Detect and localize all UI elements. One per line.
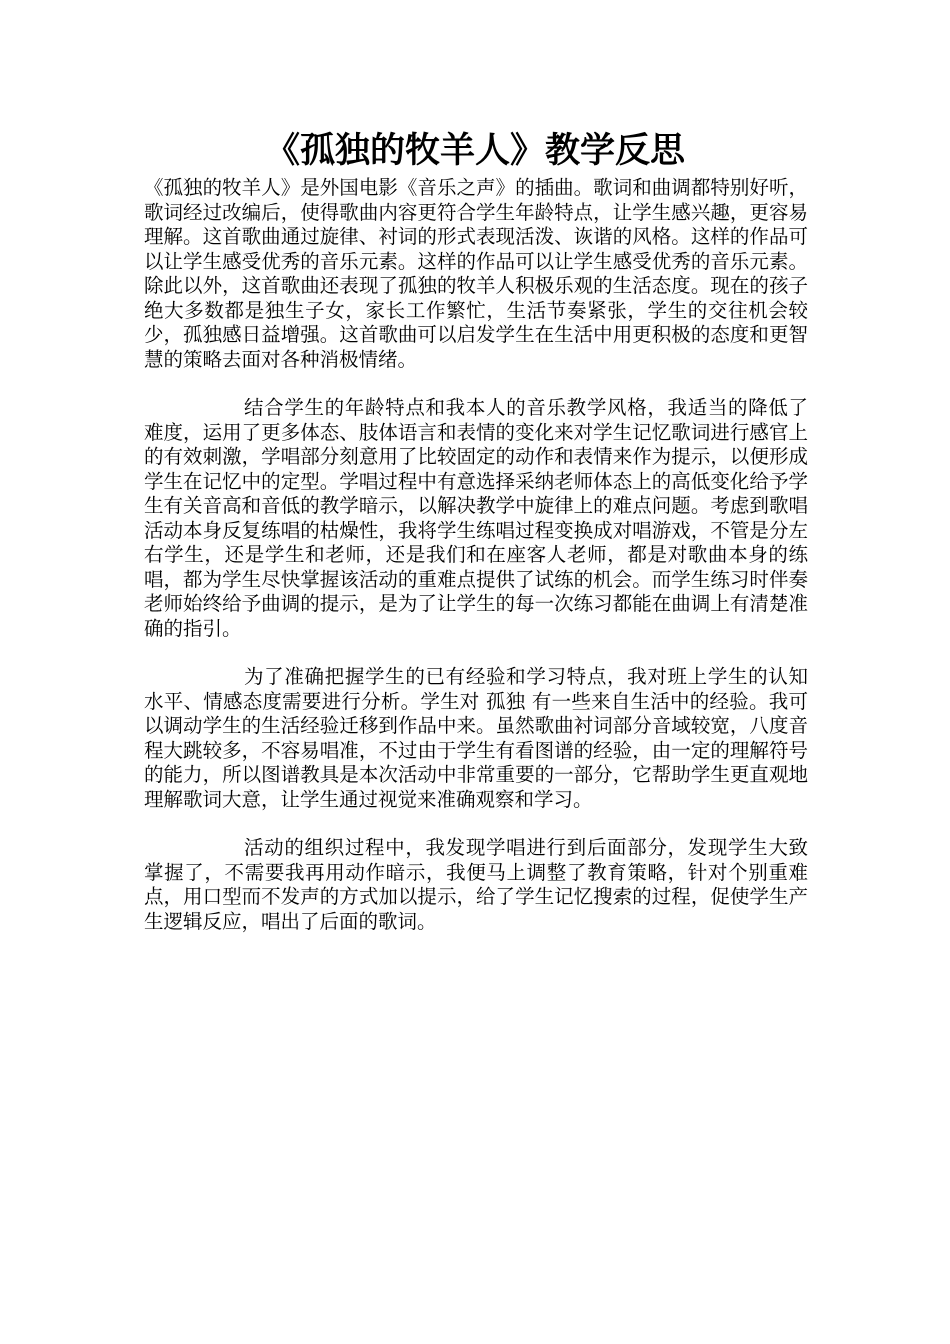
paragraph-activity-process: 活动的组织过程中，我发现学唱进行到后面部分，发现学生大致掌握了，不需要我再用动作暗示，我便马上调整了教育策略，针对个别重难点，用口型而不发声的方式加以提示，给了学生记忆搜索的过程，促使学生产生逻辑反应，唱出了后面的歌词。 — [144, 836, 808, 933]
document-body — [144, 176, 808, 958]
paragraph-intro: 《孤独的牧羊人》是外国电影《音乐之声》的插曲。歌词和曲调都特别好听，歌词经过改编后，使得歌曲内容更符合学生年龄特点，让学生感兴趣，更容易理解。这首歌曲通过旋律、衬词的形式表现活泼、诙谐的风格。这样的作品可以让学生感受优秀的音乐元素。这样的作品可以让学生感受优秀的音乐元素。除此以外，这首歌曲还表现了孤独的牧羊人积极乐观的生活态度。现在的孩子绝大多数都是独生子女，家长工作繁忙，生活节奏紧张，学生的交往机会较少，孤独感日益增强。这首歌曲可以启发学生在生活中用更积极的态度和更智慧的策略去面对各种消极情绪。 — [144, 176, 808, 371]
document-title: 《孤独的牧羊人》教学反思 — [264, 131, 685, 171]
paragraph-student-analysis: 为了准确把握学生的已有经验和学习特点，我对班上学生的认知水平、情感态度需要进行分析。学生对 孤独 有一些来自生活中的经验。我可以调动学生的生活经验迁移到作品中来。虽然歌曲衬词部分音域较宽，八度音程大跳较多，不容易唱准，不过由于学生有看图谱的经验，由一定的理解符号的能力，所以图谱教具是本次活动中非常重要的一部分，它帮助学生更直观地理解歌词大意，让学生通过视觉来准确观察和学习。 — [144, 665, 808, 811]
paragraph-teaching-style: 结合学生的年龄特点和我本人的音乐教学风格，我适当的降低了难度，运用了更多体态、肢体语言和表情的变化来对学生记忆歌词进行感官上的有效刺激，学唱部分刻意用了比较固定的动作和表情来作为提示，以便形成学生在记忆中的定型。学唱过程中有意选择采纳老师体态上的高低变化给予学生有关音高和音低的教学暗示，以解决教学中旋律上的难点问题。考虑到歌唱活动本身反复练唱的枯燥性，我将学生练唱过程变换成对唱游戏，不管是分左右学生，还是学生和老师，还是我们和在座客人老师，都是对歌曲本身的练唱，都为学生尽快掌握该活动的重难点提供了试练的机会。而学生练习时伴奏老师始终给予曲调的提示，是为了让学生的每一次练习都能在曲调上有清楚准确的指引。 — [144, 396, 808, 640]
